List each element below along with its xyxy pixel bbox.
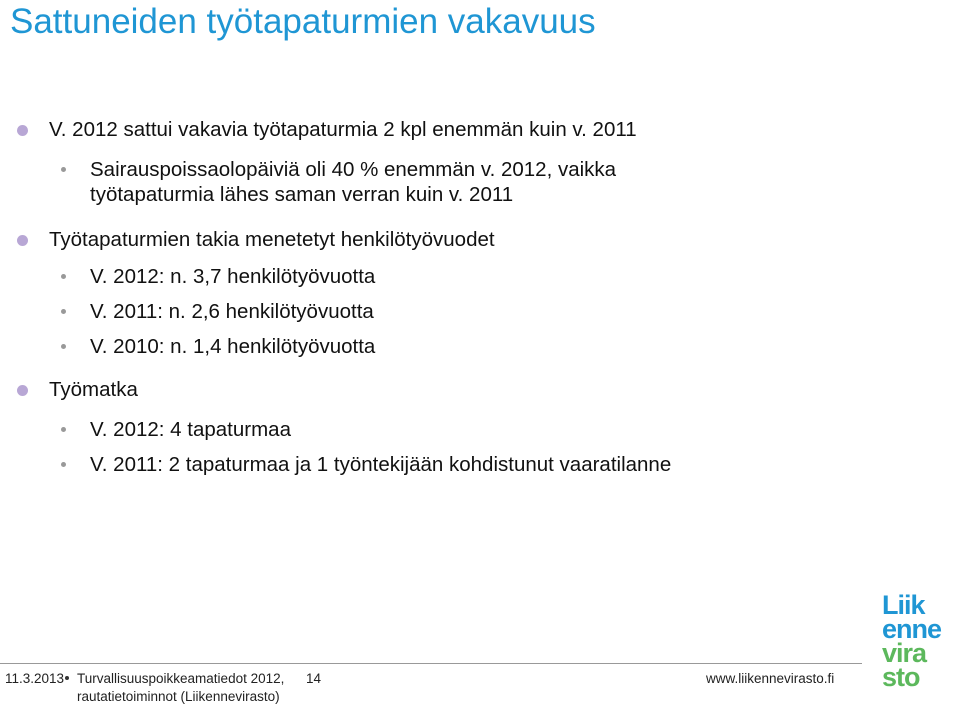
sub-bullet-item: V. 2011: n. 2,6 henkilötyövuotta [90, 300, 374, 323]
page-number: 14 [306, 671, 322, 686]
bullet-item: V. 2012 sattui vakavia työtapaturmia 2 kpl enemmän kuin v. 2011 [49, 118, 637, 141]
sub-bullet-marker [61, 462, 66, 467]
sub-bullet-item: V. 2010: n. 1,4 henkilötyövuotta [90, 335, 376, 358]
svg-text:vira: vira [882, 638, 927, 668]
sub-bullet-item: V. 2012: n. 3,7 henkilötyövuotta [90, 265, 376, 288]
bullet-item: Työmatka [49, 378, 138, 401]
sub-bullet-item: V. 2011: 2 tapaturmaa ja 1 työntekijään kohdistunut vaaratilanne [90, 453, 672, 476]
sub-bullet-item: V. 2012: 4 tapaturmaa [90, 418, 291, 441]
footer-event-line1: Turvallisuuspoikkeamatiedot 2012, [77, 671, 285, 686]
sub-bullet-marker [61, 167, 66, 172]
sub-bullet-marker [61, 344, 66, 349]
sub-bullet-item: Sairauspoissaolopäiviä oli 40 % enemmän v. 2012, vaikka työtapaturmia lähes saman verran kuin v. 2011 [90, 158, 617, 206]
footer-date: 11.3.2013 [5, 671, 65, 686]
sub-bullet-marker [61, 274, 66, 279]
sub-bullet-marker [61, 427, 66, 432]
svg-text:sto: sto [882, 662, 920, 690]
svg-text:enne: enne [882, 614, 942, 644]
bullet-item: Työtapaturmien takia menetetyt henkilötyövuodet [49, 228, 495, 251]
bullet-marker [17, 125, 28, 136]
bullet-marker [17, 385, 28, 396]
footer-website[interactable]: www.liikennevirasto.fi [706, 671, 835, 686]
bullet-marker [17, 235, 28, 246]
footer-separator-dot [65, 676, 69, 680]
slide-title: Sattuneiden työtapaturmien vakavuus [10, 2, 596, 41]
svg-text:Liik: Liik [882, 592, 925, 620]
liikennevirasto-logo [880, 592, 958, 690]
footer-event-line2: rautatietoiminnot (Liikennevirasto) [77, 689, 280, 704]
footer-divider [0, 663, 862, 664]
sub-bullet-marker [61, 309, 66, 314]
